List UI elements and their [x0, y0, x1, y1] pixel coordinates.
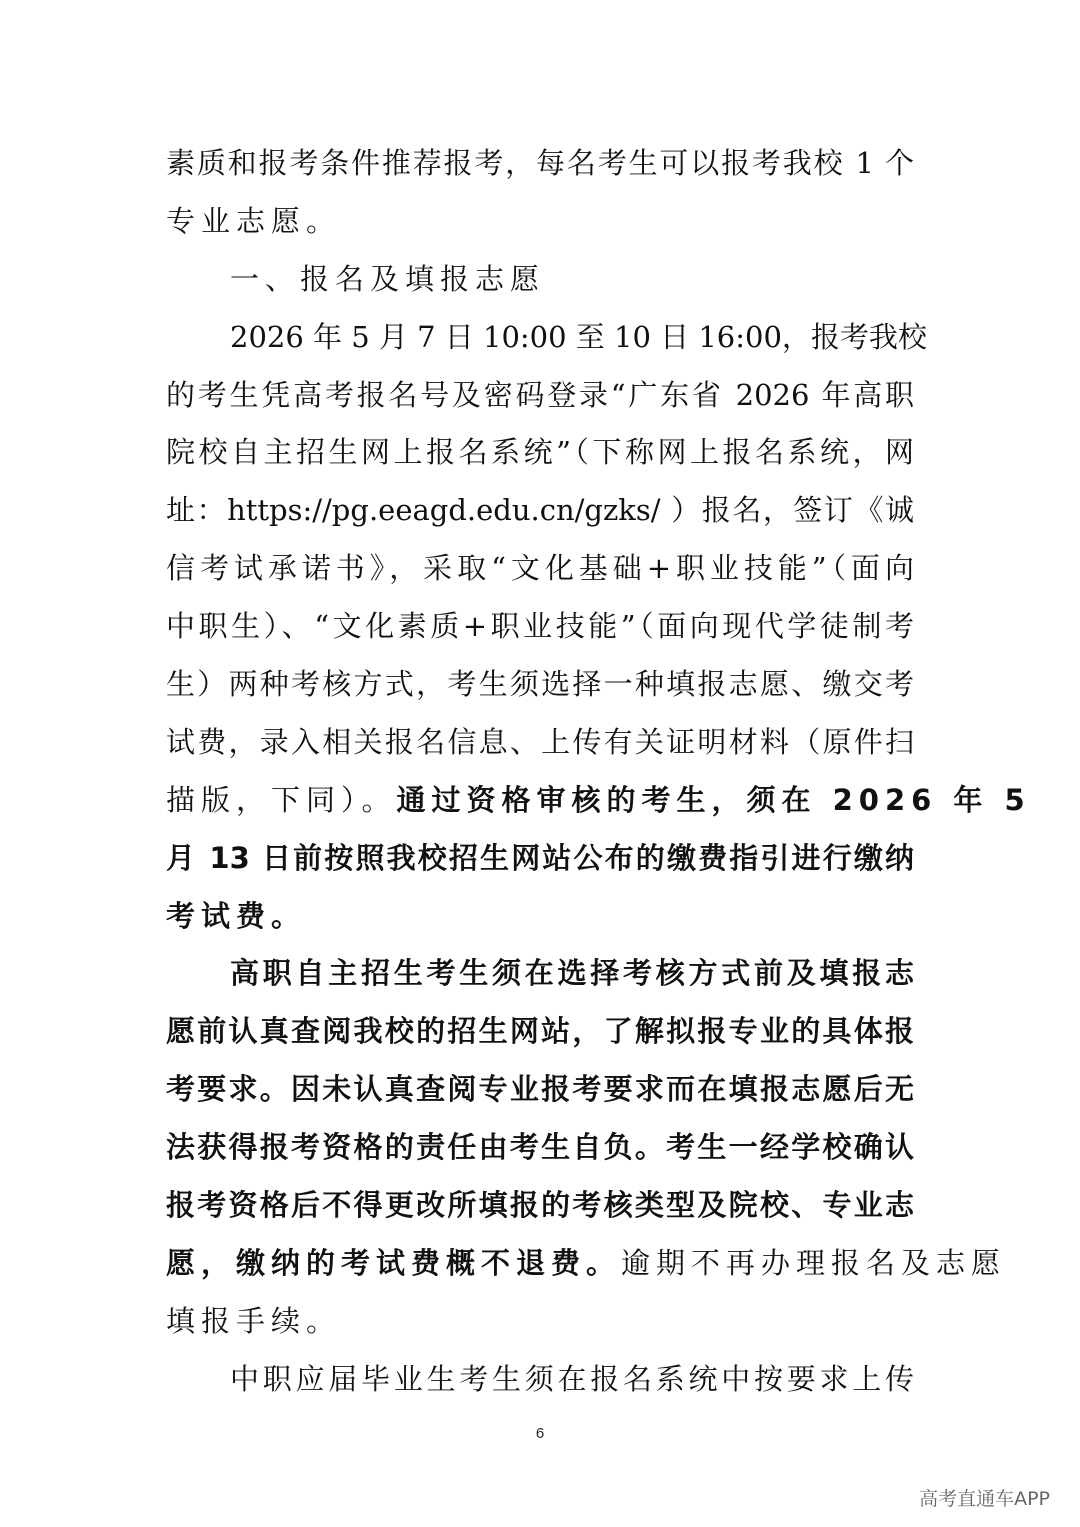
bold-paragraph-line: 月 13 日前按照我校招生网站公布的缴费指引进行缴纳: [166, 840, 914, 875]
bold-paragraph-line: 考要求。因未认真查阅专业报考要求而在填报志愿后无: [166, 1072, 914, 1107]
paragraph-line: 的考生凭高考报名号及密码登录“广东省 2026 年高职: [166, 377, 914, 412]
bold-text: 愿，缴纳的考试费概不退费。: [166, 1245, 622, 1280]
paragraph-line: 专业志愿。: [166, 203, 342, 238]
page-number: 6: [535, 1425, 545, 1442]
paragraph-line: 址：https://pg.eeagd.edu.cn/gzks/ ）报名，签订《诚: [166, 493, 914, 528]
paragraph-line: 素质和报考条件推荐报考，每名考生可以报考我校 1 个: [166, 146, 914, 180]
paragraph-line: 愿，缴纳的考试费概不退费。逾期不再办理报名及志愿: [166, 1245, 1007, 1280]
paragraph-line: 2026 年 5 月 7 日 10:00 至 10 日 16:00，报考我校: [230, 319, 927, 354]
paragraph-line: 描版，下同）。通过资格审核的考生，须在 2026 年 5: [166, 782, 1031, 817]
bold-paragraph-line: 高职自主招生考生须在选择考核方式前及填报志: [230, 956, 914, 991]
bold-paragraph-line: 法获得报考资格的责任由考生自负。考生一经学校确认: [166, 1130, 914, 1165]
bold-paragraph-line: 考试费。: [166, 898, 307, 933]
document-body: [166, 135, 1031, 1409]
bold-text: 通过资格审核的考生，须在 2026 年 5: [396, 782, 1031, 817]
paragraph-line: 生）两种考核方式，考生须选择一种填报志愿、缴交考: [166, 667, 914, 702]
paragraph-line: 中职应届毕业生考生须在报名系统中按要求上传: [230, 1361, 914, 1396]
paragraph-line: 试费，录入相关报名信息、上传有关证明材料（原件扫: [166, 724, 914, 759]
watermark: 高考直通车APP: [919, 1488, 1050, 1510]
paragraph-line: 院校自主招生网上报名系统”（下称网上报名系统，网: [166, 435, 914, 470]
paragraph-line: 填报手续。: [166, 1303, 342, 1338]
paragraph-line: 信考试承诺书》，采取“文化基础+职业技能”（面向: [166, 551, 914, 586]
bold-paragraph-line: 愿前认真查阅我校的招生网站，了解拟报专业的具体报: [166, 1014, 914, 1049]
section-heading: 一、报名及填报志愿: [230, 261, 546, 296]
paragraph-line: 中职生）、“文化素质+职业技能”（面向现代学徒制考: [166, 609, 914, 644]
bold-paragraph-line: 报考资格后不得更改所填报的考核类型及院校、专业志: [166, 1188, 914, 1223]
